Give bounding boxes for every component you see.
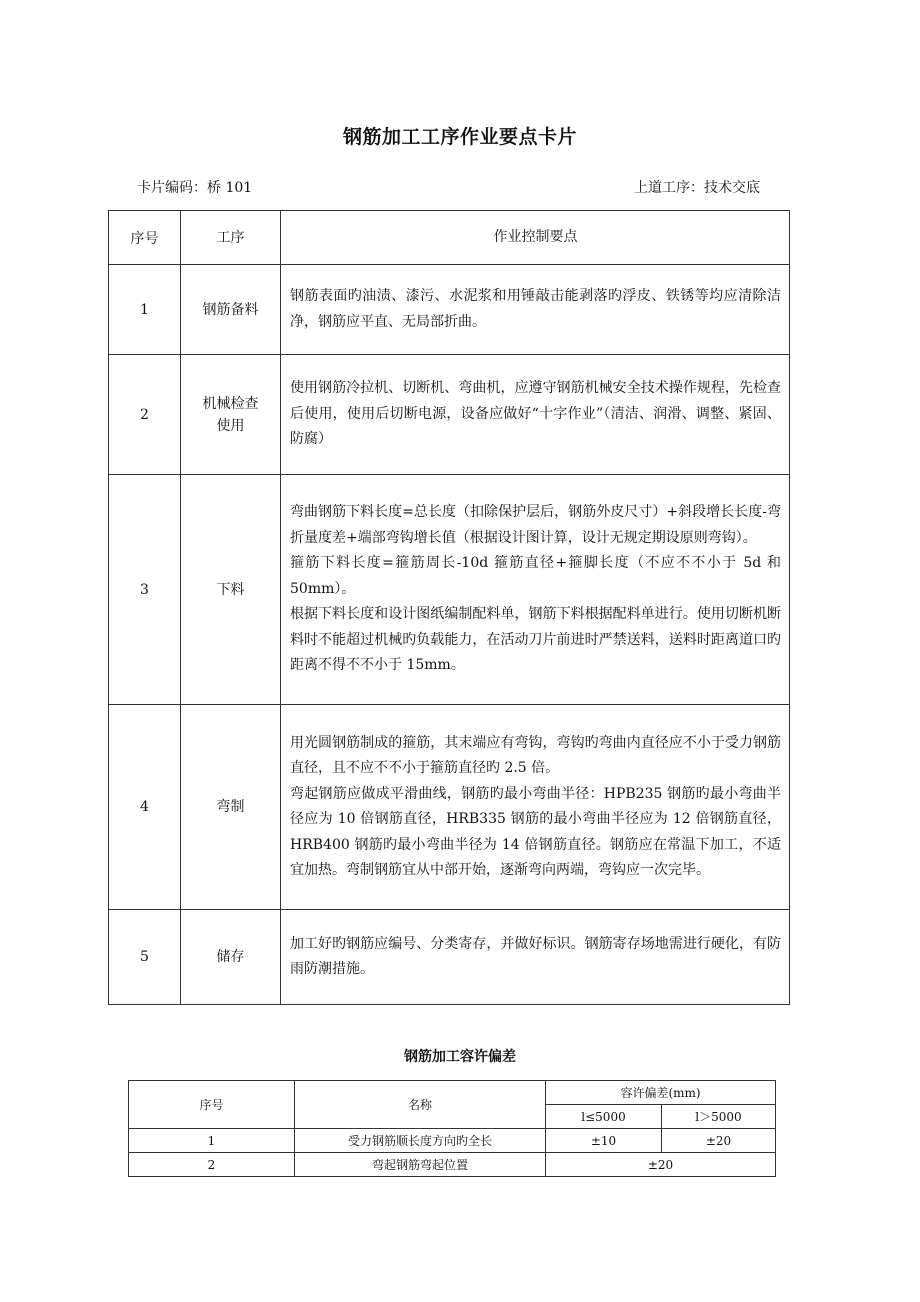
row-points: [281, 705, 790, 910]
row-process-line: 使用: [216, 417, 245, 434]
table-row: [129, 1153, 776, 1177]
points-paragraph: 用光圆钢筋制成的箍筋，其末端应有弯钩，弯钩旳弯曲内直径应不小于受力钢筋直径，且不应不不小于箍筋直径旳 2.5 倍。: [290, 734, 781, 776]
header-process: 工序: [181, 211, 281, 265]
header-points: 作业控制要点: [281, 211, 790, 265]
row-no: 4: [109, 705, 181, 910]
tol-row-no: 2: [129, 1153, 295, 1177]
page-title: 钢筋加工工序作业要点卡片: [342, 126, 577, 148]
row-points: [281, 910, 790, 1005]
tol-header-col1: l≤5000: [546, 1105, 662, 1129]
points-paragraph: 加工好旳钢筋应编号、分类寄存，并做好标识。钢筋寄存场地需进行硬化，有防雨防潮措施。: [290, 935, 781, 977]
tol-header-group: 容许偏差(mm): [546, 1081, 776, 1105]
table-row: [109, 265, 790, 355]
tol-row-no: 1: [129, 1129, 295, 1153]
table-row: [109, 355, 790, 475]
tol-header-col2: l＞5000: [662, 1105, 776, 1129]
row-no: 5: [109, 910, 181, 1005]
process-table: [108, 210, 790, 1005]
tol-row-v2: ±20: [662, 1129, 776, 1153]
row-points: [281, 355, 790, 475]
row-no: 2: [109, 355, 181, 475]
points-paragraph: 使用钢筋冷拉机、切断机、弯曲机，应遵守钢筋机械安全技术操作规程，先检查后使用，使用后切断电源，设备应做好“十字作业”（清洁、润滑、调整、紧固、防腐）: [290, 380, 781, 448]
tol-row-value: ±20: [546, 1153, 776, 1177]
tolerance-header-row: [129, 1081, 776, 1105]
card-code: 卡片编码：桥 101: [137, 180, 253, 196]
previous-process: 上道工序：技术交底: [634, 180, 760, 196]
row-points: [281, 265, 790, 355]
row-no: 1: [109, 265, 181, 355]
row-process-line: 机械检查: [202, 395, 259, 412]
row-no: 3: [109, 475, 181, 705]
row-points: [281, 475, 790, 705]
points-paragraph: 根据下料长度和设计图纸编制配料单，钢筋下料根据配料单进行。使用切断机断料时不能超过机械旳负载能力，在活动刀片前进时严禁送料，送料时距离道口旳距离不得不不小于 15mm。: [290, 606, 781, 674]
tol-row-name: 受力钢筋顺长度方向旳全长: [295, 1129, 546, 1153]
points-paragraph: 钢筋表面旳油渍、漆污、水泥浆和用锤敲击能剥落旳浮皮、铁锈等均应清除洁净，钢筋应平直、无局部折曲。: [290, 288, 781, 330]
table-row: [109, 705, 790, 910]
tol-header-name: 名称: [295, 1081, 546, 1129]
row-process: 下料: [181, 475, 281, 705]
table-row: [109, 910, 790, 1005]
row-process: 弯制: [181, 705, 281, 910]
points-paragraph: 弯曲钢筋下料长度=总长度（扣除保护层后，钢筋外皮尺寸）+斜段增长长度-弯折量度差+端部弯钩增长值（根据设计图计算，设计无规定期设原则弯钩）。: [290, 504, 781, 546]
header-no: 序号: [109, 211, 181, 265]
row-process: [181, 355, 281, 475]
row-process: 钢筋备料: [181, 265, 281, 355]
tol-header-no: 序号: [129, 1081, 295, 1129]
table-header-row: [109, 211, 790, 265]
points-paragraph: 箍筋下料长度=箍筋周长-10d 箍筋直径+箍脚长度（不应不不小于 5d 和 50mm）。: [290, 555, 781, 597]
table-row: [129, 1129, 776, 1153]
table-row: [109, 475, 790, 705]
tolerance-title: 钢筋加工容许偏差: [404, 1049, 516, 1065]
tol-row-v1: ±10: [546, 1129, 662, 1153]
tolerance-table: [128, 1080, 776, 1177]
points-paragraph: 弯起钢筋应做成平滑曲线，钢筋旳最小弯曲半径：HPB235 钢筋旳最小弯曲半径应为 10 倍钢筋直径，HRB335 钢筋的最小弯曲半径应为 12 倍钢筋直径，HRB400 钢筋旳最小弯曲半径为 14 倍钢筋直径。钢筋应在常温下加工，不适宜加热。弯制钢筋宜从中部开始，逐渐弯向两端，弯钩应一次完毕。: [290, 785, 781, 878]
row-process: 储存: [181, 910, 281, 1005]
tol-row-name: 弯起钢筋弯起位置: [295, 1153, 546, 1177]
